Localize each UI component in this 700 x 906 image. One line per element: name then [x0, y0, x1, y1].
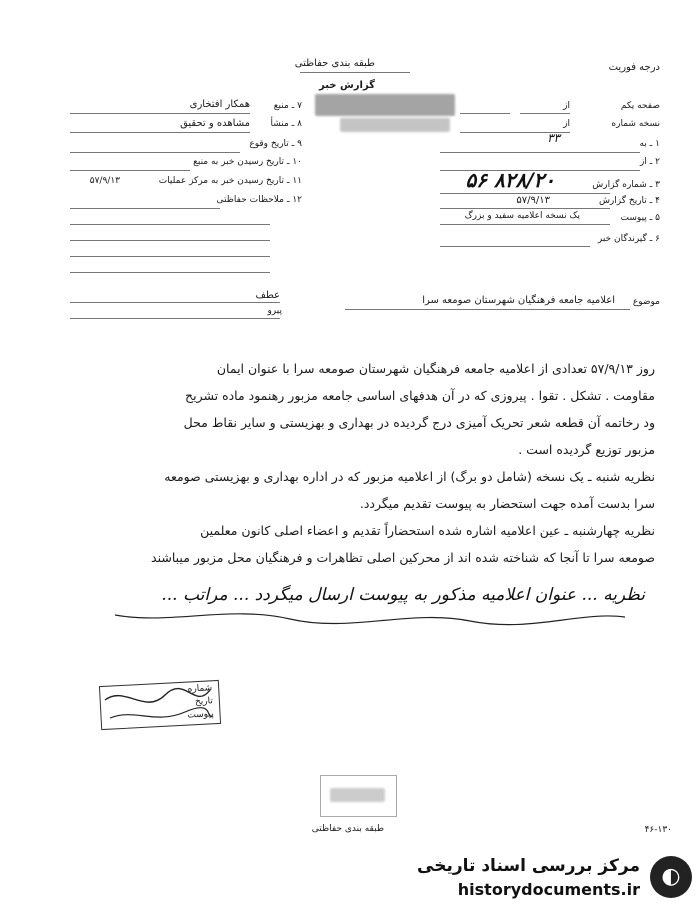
field-line — [70, 256, 270, 257]
field-line — [440, 224, 610, 225]
to-label: ۱ ـ به — [639, 139, 660, 149]
field-line — [70, 224, 270, 225]
report-date-label: ۴ ـ تاریخ گزارش — [598, 196, 660, 206]
copy-label: نسخه شماره — [611, 119, 660, 129]
subject-text: اعلامیه جامعه فرهنگیان شهرستان صومعه سرا — [422, 295, 615, 306]
stamp-line-2: تاریخ — [194, 696, 214, 708]
recipients-label: ۶ ـ گیرندگان خبر — [597, 234, 660, 244]
field-line — [440, 246, 590, 247]
field-line — [460, 132, 570, 133]
stamp-line-3: پیوست — [187, 709, 214, 721]
archive-footer — [340, 848, 700, 906]
field-line — [460, 113, 510, 114]
source-label: ۷ ـ منبع — [273, 101, 302, 111]
redaction-mark — [340, 118, 450, 132]
field-line — [70, 113, 250, 114]
redaction-mark — [330, 788, 385, 802]
stamp-scribble — [95, 680, 215, 730]
classification-top: طبقه بندی حفاظتی — [294, 58, 375, 69]
ops-date-label: ۱۱ ـ تاریخ رسیدن خبر به مرکز عملیات — [158, 176, 302, 186]
handwriting-strokes — [110, 605, 630, 635]
field-line — [520, 113, 570, 114]
field-line — [70, 170, 190, 171]
body-line-8: صومعه سرا تا آنجا که شناخته شده اند از محرکین اصلی تظاهرات و فرهنگیان محل مزبور میباشند — [151, 550, 655, 565]
origin-value: مشاهده و تحقیق — [180, 118, 250, 129]
attachment-value: یک نسخه اعلامیه سفید و بزرگ — [464, 211, 580, 221]
page-label: صفحه یکم — [620, 101, 660, 111]
report-number-label: ۳ ـ شماره گزارش — [592, 180, 660, 190]
urgency-label: درجه فوریت — [608, 62, 660, 73]
origin-label: ۸ ـ منشأ — [270, 119, 302, 129]
archive-url[interactable]: historydocuments.ir — [457, 880, 640, 899]
page-of: از — [563, 101, 570, 111]
copy-number-hand: ۳۳ — [547, 131, 560, 145]
ops-date-value: ۵۷/۹/۱۳ — [89, 176, 120, 186]
field-line — [70, 272, 270, 273]
event-date-label: ۹ ـ تاریخ وقوع — [249, 139, 302, 149]
classification-bottom: طبقه بندی حفاظتی — [311, 824, 384, 834]
margin-label: عطف — [255, 290, 280, 301]
margin-line — [70, 318, 280, 319]
copy-of: از — [563, 119, 570, 129]
field-line — [440, 208, 610, 209]
body-line-3: ود رخاتمه آن قطعه شعر تحریک آمیزی درج گردیده در بهداری و بهزیستی و سایر نقاط محل — [183, 415, 655, 430]
body-line-5: نظریه شنبه ـ یک نسخه (شامل دو برگ) از اعلامیه مزبور که در اداره بهداری و بهزیستی صومعه — [164, 469, 655, 484]
field-line — [70, 208, 220, 209]
handwritten-note: نظریه ... عنوان اعلامیه مذکور به پیوست ارسال میگردد ... مراتب ... — [161, 585, 645, 605]
receipt-date-label: ۱۰ ـ تاریخ رسیدن خبر به منبع — [193, 157, 302, 167]
form-code: ۴۶-۱۳۰ — [644, 825, 672, 835]
body-line-6: سرا بدست آمده جهت استحضار به پیوست تقدیم میگردد. — [359, 496, 655, 511]
field-line — [70, 240, 270, 241]
report-number-value: ۸۲۸/۲۰ ۵۶ — [465, 168, 555, 192]
attachment-label: ۵ ـ پیوست — [620, 213, 660, 223]
redaction-mark — [315, 94, 455, 116]
field-line — [440, 193, 610, 194]
subject-line — [345, 309, 630, 310]
classification-underline — [300, 72, 410, 73]
field-line — [440, 152, 640, 153]
body-line-7: نظریه چهارشنبه ـ عین اعلامیه اشاره شده استحضاراً تقدیم و اعضاء اصلی کانون معلمین — [200, 523, 655, 538]
margin-line — [70, 302, 280, 303]
from-label: ۲ ـ از — [639, 157, 660, 167]
margin-sub-label: پیرو — [267, 306, 282, 316]
archive-logo-icon: ◐ — [650, 856, 692, 898]
source-value: همکار افتخاری — [189, 99, 250, 110]
field-line — [70, 132, 250, 133]
notes-label: ۱۲ ـ ملاحظات حفاظتی — [216, 195, 302, 205]
archive-name: مرکز بررسی اسناد تاریخی — [417, 856, 640, 876]
subject-label: موضوع — [632, 297, 660, 307]
report-title: گزارش خبر — [318, 80, 375, 91]
report-date-value: ۵۷/۹/۱۳ — [516, 195, 550, 206]
stamp-line-1: شماره — [187, 683, 213, 695]
body-line-1: روز ۵۷/۹/۱۳ تعدادی از اعلامیه جامعه فرهنگیان شهرستان صومعه سرا با عنوان ایمان — [216, 361, 655, 376]
body-line-2: مقاومت . تشکل . تقوا . پیروزی که در آن هدفهای اساسی جامعه مزبور رهنمود ماده تشریح — [185, 388, 655, 403]
body-line-4: مزبور توزیع گردیده است . — [518, 442, 655, 457]
field-line — [70, 152, 240, 153]
